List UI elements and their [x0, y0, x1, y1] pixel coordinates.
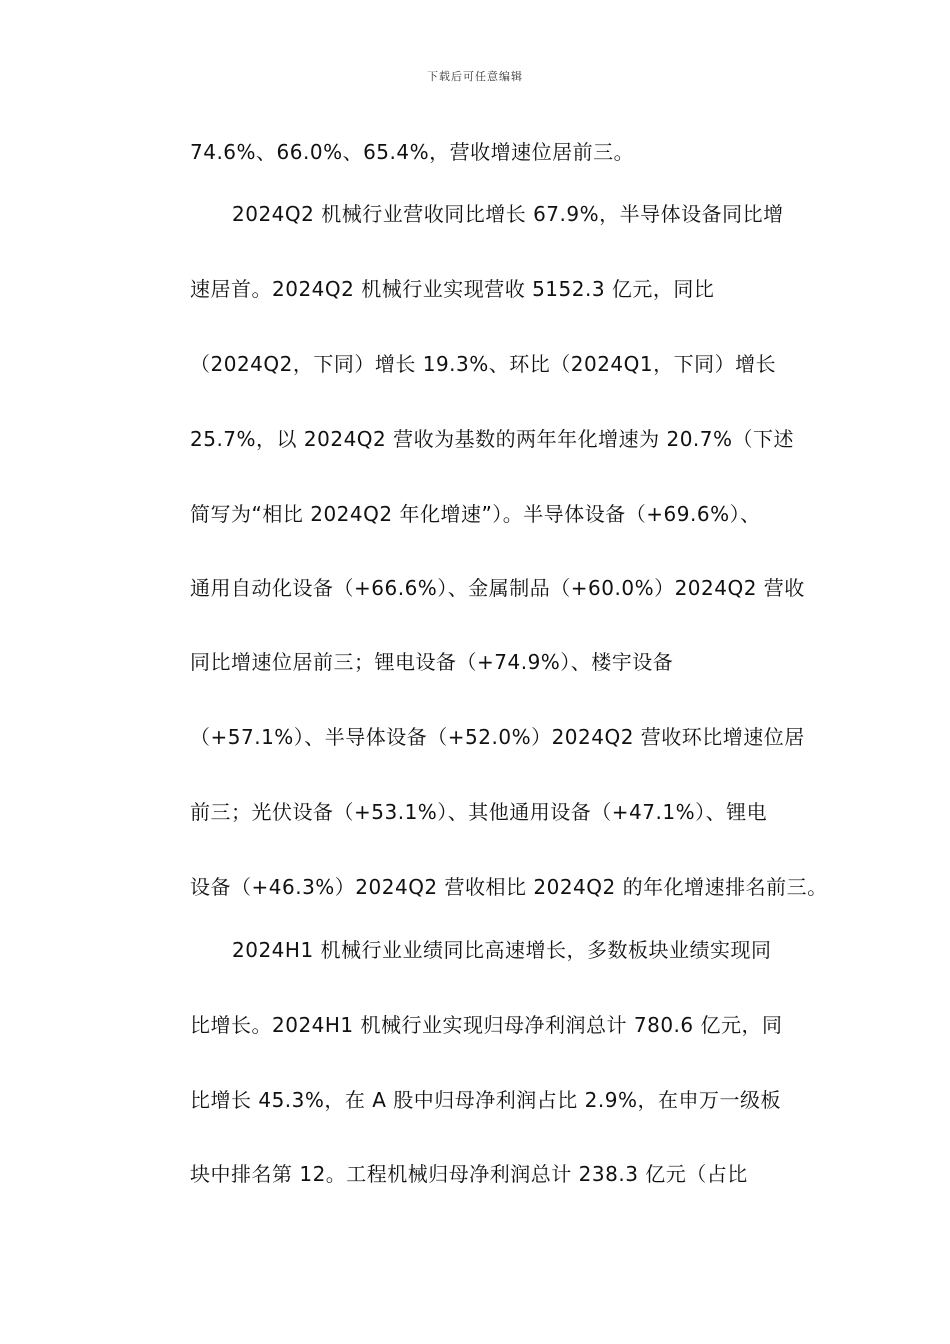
text-line: 速居首。2024Q2 机械行业实现营收 5152.3 亿元，同比: [190, 277, 715, 301]
text-line: 比增长。2024H1 机械行业实现归母净利润总计 780.6 亿元，同: [190, 1013, 783, 1037]
text-line: 比增长 45.3%，在 A 股中归母净利润占比 2.9%，在申万一级板: [190, 1088, 781, 1112]
text-line: 简写为“相比 2024Q2 年化增速”）。半导体设备（+69.6%）、: [190, 502, 761, 526]
text-line: （+57.1%）、半导体设备（+52.0%）2024Q2 营收环比增速位居: [190, 725, 805, 749]
page-header: 下载后可任意编辑: [427, 70, 523, 83]
text-line: （2024Q2，下同）增长 19.3%、环比（2024Q1，下同）增长: [190, 352, 777, 376]
paragraph-start: 2024Q2 机械行业营收同比增长 67.9%，半导体设备同比增: [232, 202, 784, 226]
text-line: 25.7%，以 2024Q2 营收为基数的两年年化增速为 20.7%（下述: [190, 427, 795, 451]
text-line: 前三；光伏设备（+53.1%）、其他通用设备（+47.1%）、锂电: [190, 800, 768, 824]
text-line: 块中排名第 12。工程机械归母净利润总计 238.3 亿元（占比: [190, 1162, 748, 1186]
paragraph-start: 2024H1 机械行业业绩同比高速增长，多数板块业绩实现同: [232, 938, 772, 962]
text-line: 设备（+46.3%）2024Q2 营收相比 2024Q2 的年化增速排名前三。: [190, 875, 828, 899]
text-line: 同比增速位居前三；锂电设备（+74.9%）、楼宇设备: [190, 650, 674, 674]
text-line: 74.6%、66.0%、65.4%，营收增速位居前三。: [190, 140, 635, 164]
text-line: 通用自动化设备（+66.6%）、金属制品（+60.0%）2024Q2 营收: [190, 576, 805, 600]
